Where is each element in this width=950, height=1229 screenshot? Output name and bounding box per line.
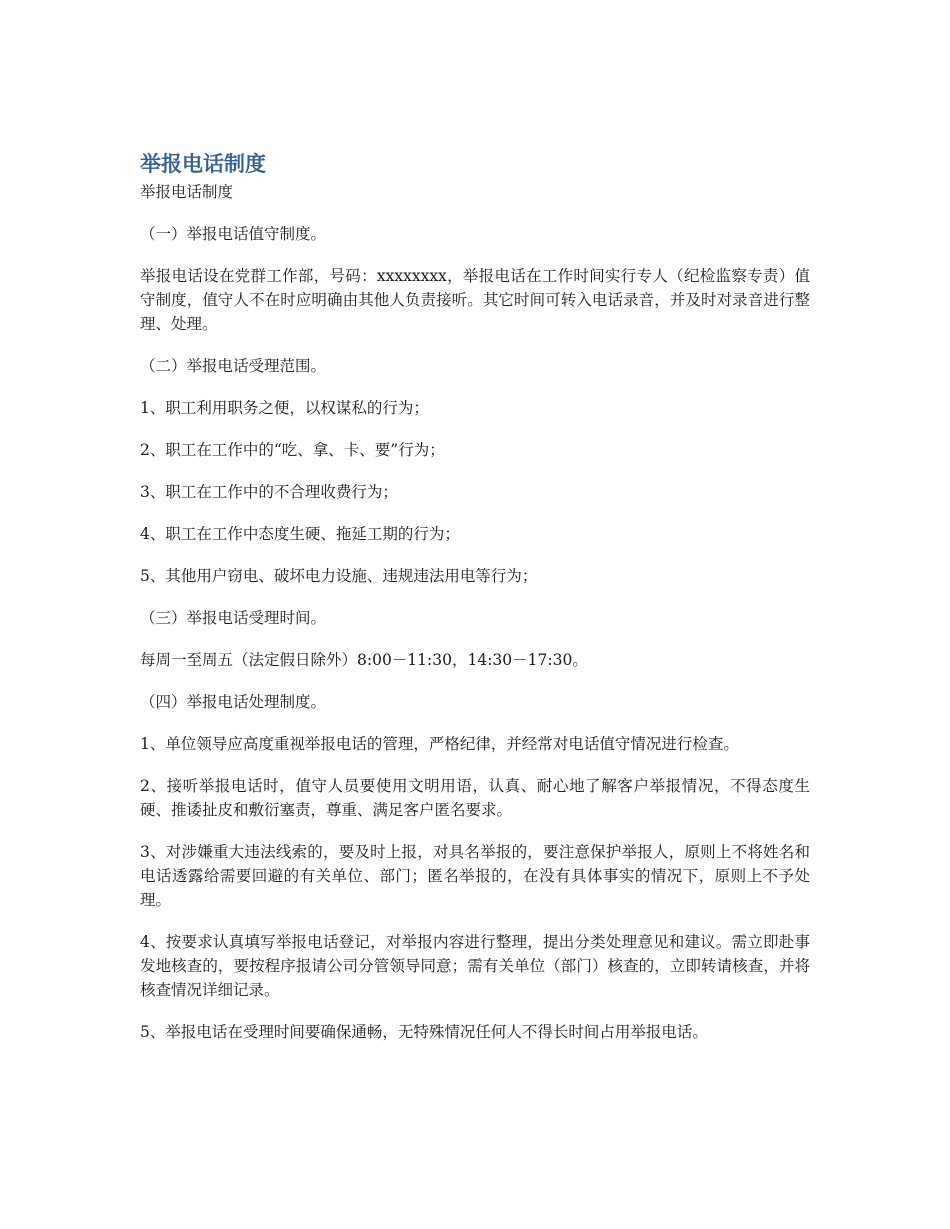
scope-item-4: 4、职工在工作中态度生硬、拖延工期的行为； (140, 525, 460, 543)
handling-item-4: 4、按要求认真填写举报电话登记，对举报内容进行整理，提出分类处理意见和建议。需立即赴事发地核查的，要按程序报请公司分管领导同意；需有关单位（部门）核查的，立即转请核查，并将核查情况详细记录。 (140, 933, 810, 999)
section-heading-scope: （二）举报电话受理范围。 (140, 357, 327, 375)
document-title: 举报电话制度 (140, 152, 266, 176)
paragraph-hours-detail: 每周一至周五（法定假日除外）8:00－11:30，14:30－17:30。 (140, 651, 588, 669)
document-page (140, 148, 810, 1062)
handling-item-5: 5、举报电话在受理时间要确保通畅，无特殊情况任何人不得长时间占用举报电话。 (140, 1023, 708, 1041)
section-heading-handling: （四）举报电话处理制度。 (140, 693, 327, 711)
paragraph-duty-detail: 举报电话设在党群工作部，号码：xxxxxxxx，举报电话在工作时间实行专人（纪检监察专责）值守制度，值守人不在时应明确由其他人负责接听。其它时间可转入电话录音，并及时对录音进行整理、处理。 (140, 267, 810, 333)
handling-item-2: 2、接听举报电话时，值守人员要使用文明用语，认真、耐心地了解客户举报情况，不得态度生硬、推诿扯皮和敷衍塞责，尊重、满足客户匿名要求。 (140, 777, 810, 819)
document-subtitle: 举报电话制度 (140, 183, 234, 201)
scope-item-1: 1、职工利用职务之便，以权谋私的行为； (140, 399, 429, 417)
handling-item-3: 3、对涉嫌重大违法线索的，要及时上报，对具名举报的，要注意保护举报人，原则上不将姓名和电话透露给需要回避的有关单位、部门；匿名举报的，在没有具体事实的情况下，原则上不予处理。 (140, 843, 810, 909)
scope-item-2: 2、职工在工作中的“吃、拿、卡、要”行为； (140, 441, 445, 459)
section-heading-duty: （一）举报电话值守制度。 (140, 225, 327, 243)
section-heading-hours: （三）举报电话受理时间。 (140, 609, 327, 627)
scope-item-3: 3、职工在工作中的不合理收费行为； (140, 483, 398, 501)
handling-item-1: 1、单位领导应高度重视举报电话的管理，严格纪律，并经常对电话值守情况进行检查。 (140, 735, 739, 753)
scope-item-5: 5、其他用户窃电、破坏电力设施、违规违法用电等行为； (140, 567, 538, 585)
